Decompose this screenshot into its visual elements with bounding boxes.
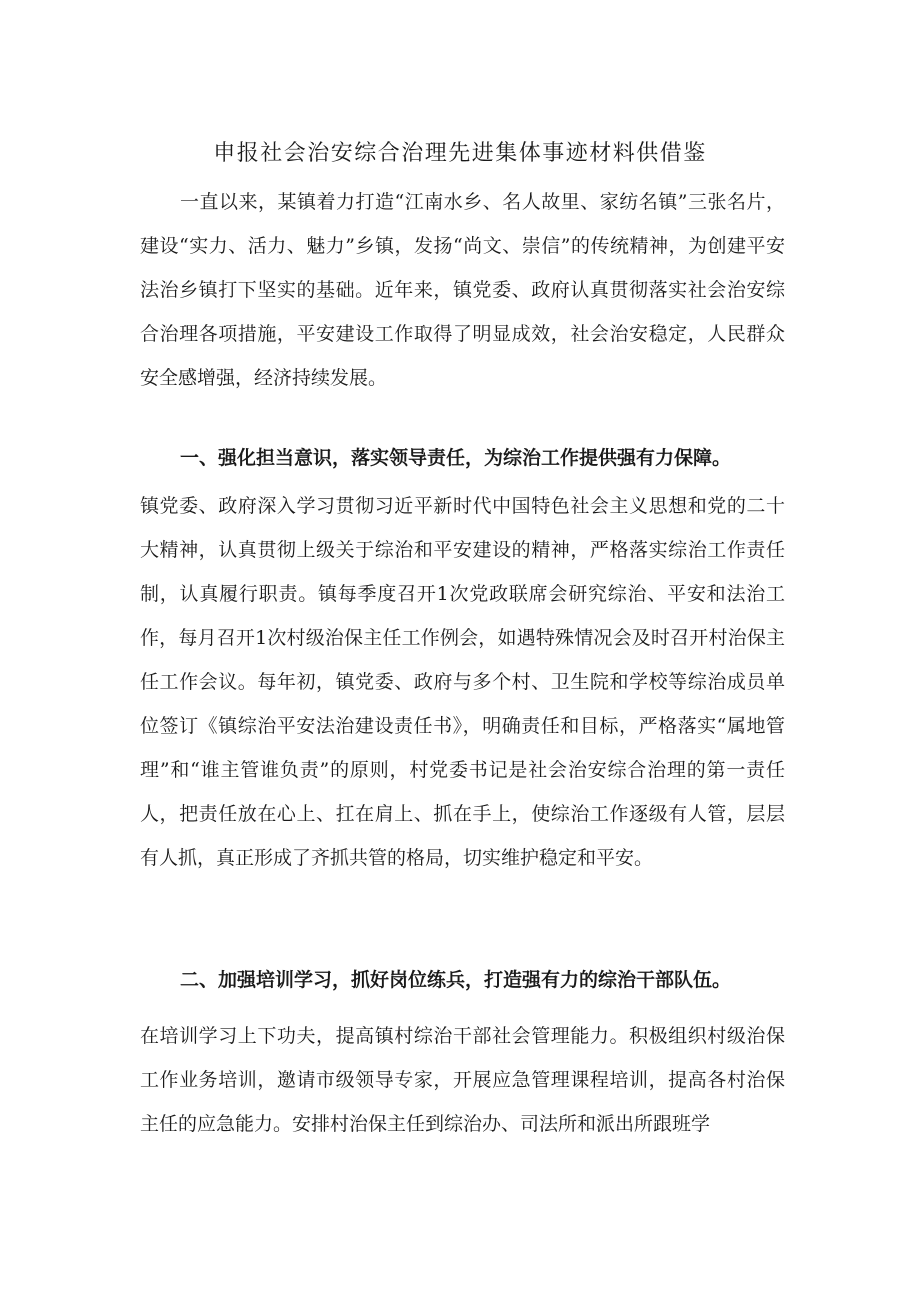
section-1-heading: 一、强化担当意识，落实领导责任，为综治工作提供强有力保障。 [180,447,732,469]
section-2-body: 在培训学习上下功夫，提高镇村综治干部社会管理能力。积极组织村级治保工作业务培训，邀请市级领导专家，开展应急管理课程培训，提高各村治保主任的应急能力。安排村治保主任到综治办、司法所和派出所跟班学 [140,1025,785,1135]
intro-paragraph: 一直以来，某镇着力打造“江南水乡、名人故里、家纺名镇”三张名片，建设“实力、活力、魅力”乡镇，发扬“尚文、崇信”的传统精神，为创建平安法治乡镇打下坚实的基础。近年来，镇党委、政府认真贯彻落实社会治安综合治理各项措施，平安建设工作取得了明显成效，社会治安稳定，人民群众安全感增强，经济持续发展。 [140,191,785,389]
section-1-body: 镇党委、政府深入学习贯彻习近平新时代中国特色社会主义思想和党的二十大精神，认真贯彻上级关于综治和平安建设的精神，严格落实综治工作责任制，认真履行职责。镇每季度召开1次党政联席会研究综治、平安和法治工作，每月召开1次村级治保主任工作例会，如遇特殊情况会及时召开村治保主任工作会议。每年初，镇党委、政府与多个村、卫生院和学校等综治成员单位签订《镇综治平安法治建设责任书》，明确责任和目标，严格落实“属地管理”和“谁主管谁负责”的原则，村党委书记是社会治安综合治理的第一责任人，把责任放在心上、扛在肩上、抓在手上，使综治工作逐级有人管，层层有人抓，真正形成了齐抓共管的格局，切实维护稳定和平安。 [140,495,785,869]
document-title: 申报社会治安综合治理先进集体事迹材料供借鉴 [213,141,707,166]
section-2-heading: 二、加强培训学习，抓好岗位练兵，打造强有力的综治干部队伍。 [180,969,732,991]
